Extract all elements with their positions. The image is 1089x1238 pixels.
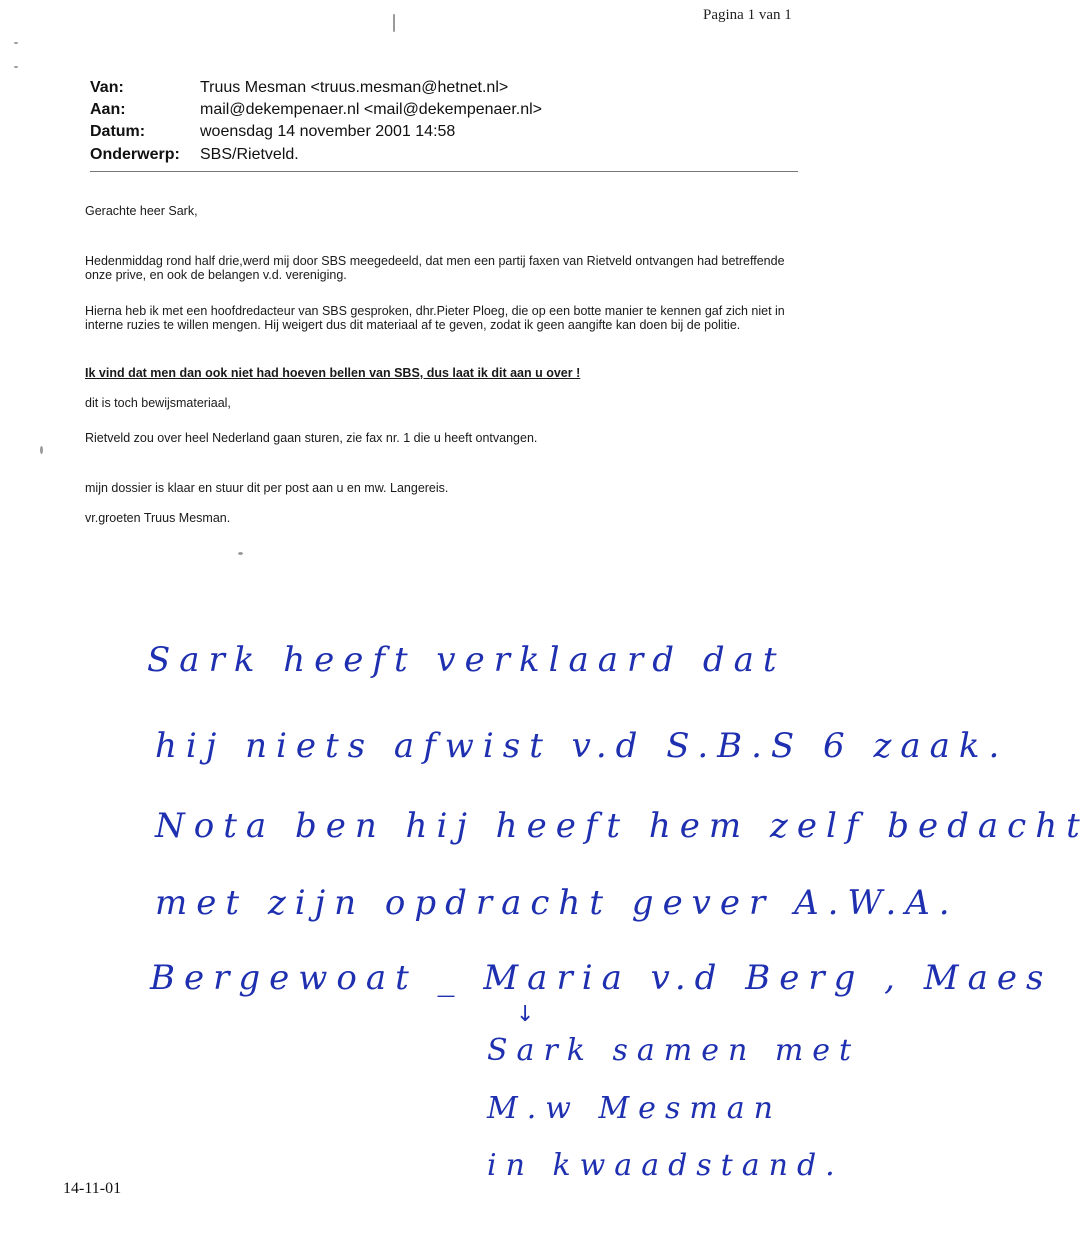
body-paragraph-4: dit is toch bewijsmateriaal, (85, 396, 231, 410)
page-number: Pagina 1 van 1 (703, 7, 792, 23)
body-paragraph-6: mijn dossier is klaar en stuur dit per post aan u en mw. Langereis. (85, 481, 449, 495)
date-stamp: 14-11-01 (63, 1180, 122, 1197)
handwritten-line-5: Bergewoat _ Maria v.d Berg , Maes (150, 958, 1053, 998)
scan-speck (238, 552, 243, 555)
date-label: Datum: (90, 123, 146, 140)
scan-speck (40, 446, 43, 454)
handwritten-line-2: hij niets afwist v.d S.B.S 6 zaak. (155, 726, 1009, 766)
handwritten-line-8: in kwaadstand. (487, 1148, 844, 1183)
closing: vr.groeten Truus Mesman. (85, 511, 231, 525)
scan-speck (14, 42, 18, 44)
body-paragraph-1: Hedenmiddag rond half drie,werd mij door SBS meegedeeld, dat men een partij faxen van Rietveld ontvangen had betreffende onze prive, en ook de belangen v.d. vereniging. (85, 254, 785, 282)
scan-speck (14, 66, 18, 68)
handwritten-line-1: Sark heeft verklaard dat (147, 640, 786, 680)
scan-speck (393, 14, 395, 32)
to-value: mail@dekempenaer.nl <mail@dekempenaer.nl> (200, 101, 543, 118)
header-date-row (90, 123, 455, 141)
from-value: Truus Mesman <truus.mesman@hetnet.nl> (200, 79, 509, 96)
header-divider (90, 171, 798, 172)
salutation: Gerachte heer Sark, (85, 204, 198, 218)
handwritten-line-4: met zijn opdracht gever A.W.A. (155, 883, 959, 923)
subject-label: Onderwerp: (90, 146, 180, 163)
body-paragraph-3: Ik vind dat men dan ook niet had hoeven bellen van SBS, dus laat ik dit aan u over ! (85, 366, 581, 380)
subject-value: SBS/Rietveld. (200, 146, 299, 163)
body-paragraph-5: Rietveld zou over heel Nederland gaan sturen, zie fax nr. 1 die u heeft ontvangen. (85, 431, 538, 445)
handwritten-line-6: Sark samen met (487, 1033, 861, 1068)
header-to-row (90, 101, 542, 119)
body-paragraph-2: Hierna heb ik met een hoofdredacteur van SBS gesproken, dhr.Pieter Ploeg, die op een botte manier te kennen gaf zich niet in interne ruzies te willen mengen. Hij weigert dus dit materiaal af te geven, zodat ik geen aangifte kan doen bij de politie. (85, 304, 785, 332)
header-subject-row (90, 146, 299, 164)
date-value: woensdag 14 november 2001 14:58 (200, 123, 456, 140)
header-from-row (90, 79, 508, 97)
from-label: Van: (90, 79, 124, 96)
handwritten-line-7: M.w Mesman (487, 1091, 782, 1126)
handwritten-line-3: Nota ben hij heeft hem zelf bedacht (155, 806, 1089, 846)
handwritten-arrow-icon: ↓ (516, 1002, 535, 1027)
to-label: Aan: (90, 101, 126, 118)
